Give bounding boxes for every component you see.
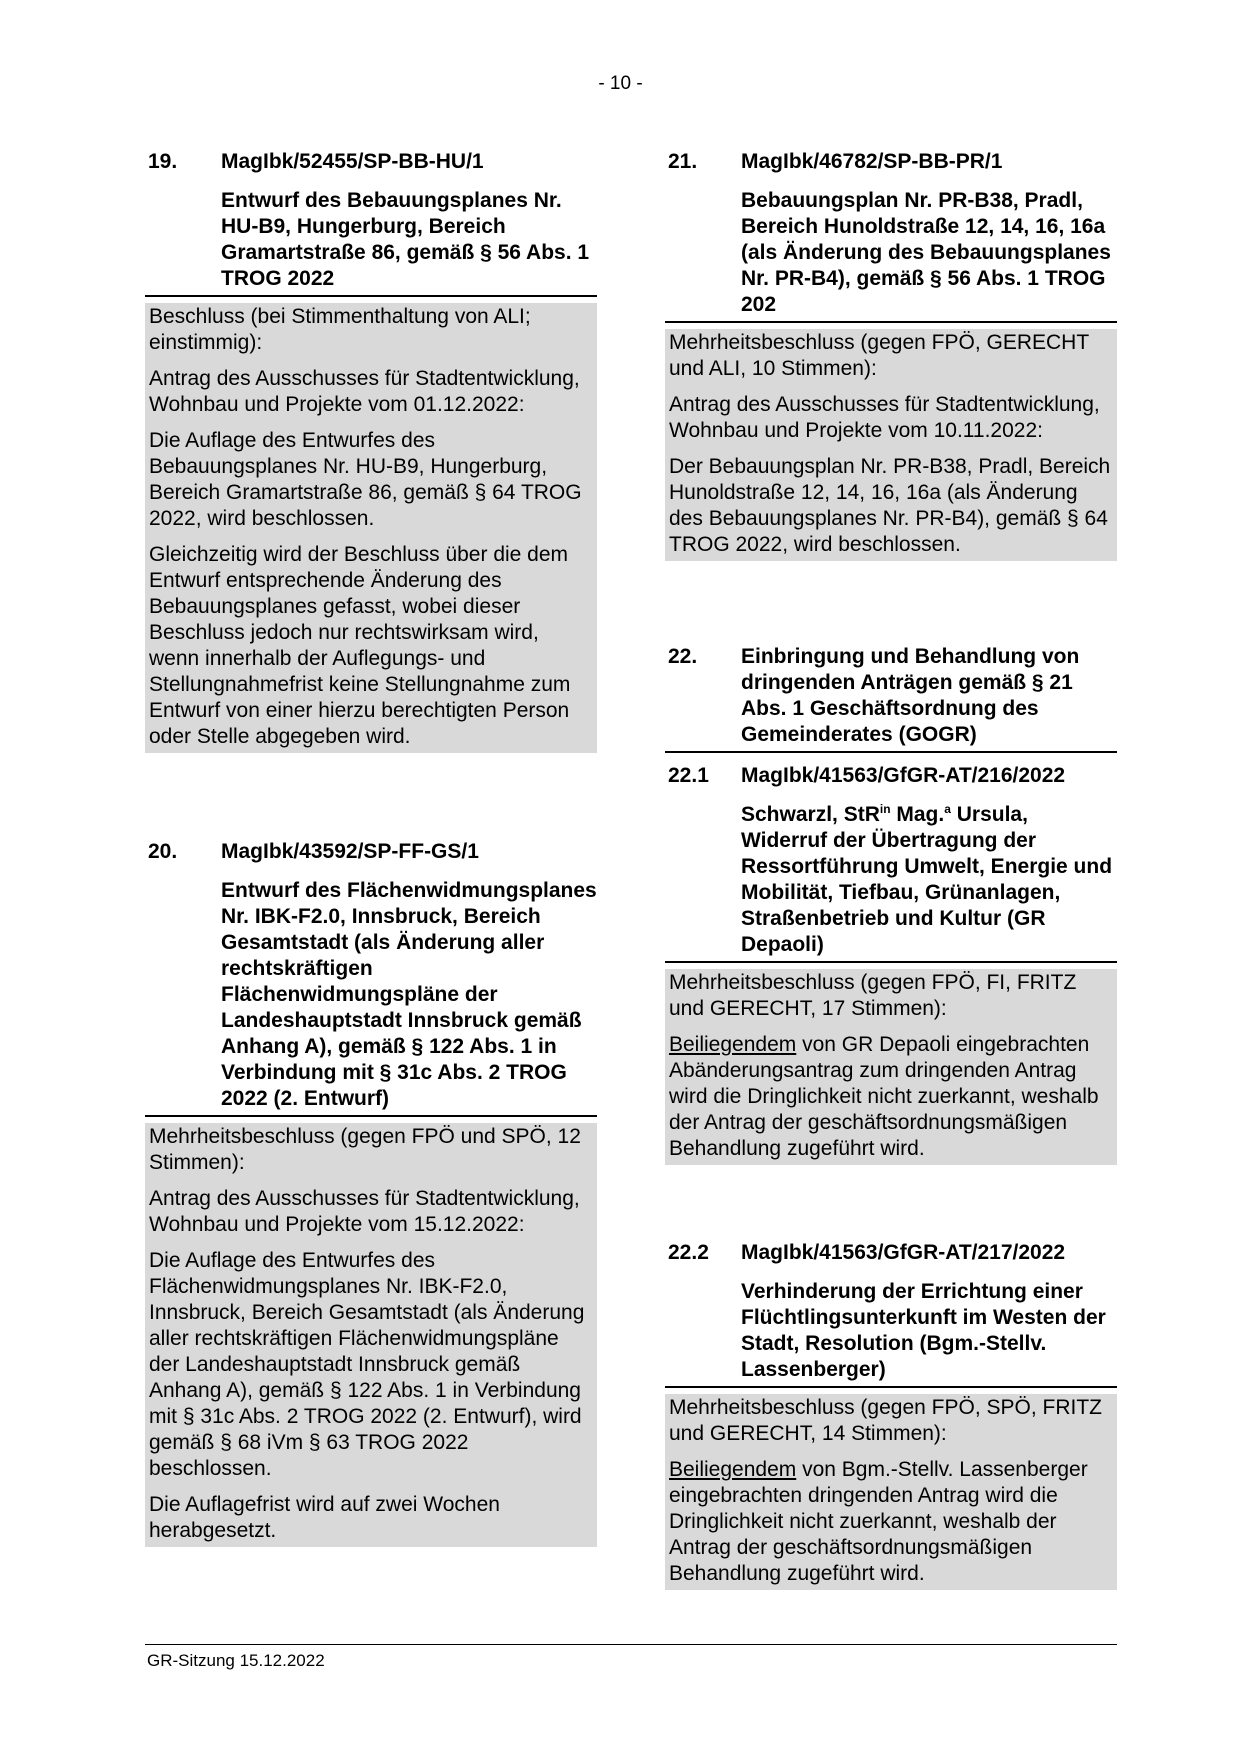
resolution-paragraph: Antrag des Ausschusses für Stadtentwicklung, Wohnbau und Projekte vom 01.12.2022: [149,367,580,416]
item-number: 22.2 [668,1241,709,1264]
resolution-paragraph: Beiliegendem von Bgm.-Stellv. Lassenberger eingebrachten dringenden Antrag wird die Dringlichkeit nicht zuerkannt, weshalb der Antrag der geschäftsordnungsmäßigen Behandlung zugeführt wird. [669,1458,1088,1585]
item-number: 21. [668,150,698,173]
item-title: Einbringung und Behandlung von dringenden Anträgen gemäß § 21 Abs. 1 Geschäftsordnung des Gemeinderates (GOGR) [741,645,1080,746]
item-number: 19. [148,150,178,173]
item-22 [665,644,1117,753]
item-reference: MagIbk/52455/SP-BB-HU/1 [221,150,484,173]
item-number: 22.1 [668,764,709,787]
resolution-box [665,969,1117,1165]
resolution-paragraph: Antrag des Ausschusses für Stadtentwicklung, Wohnbau und Projekte vom 15.12.2022: [149,1187,580,1236]
resolution-box [665,329,1117,561]
resolution-vote: Beschluss (bei Stimmenthaltung von ALI; einstimmig): [149,305,531,354]
item-reference: MagIbk/41563/GfGR-AT/217/2022 [741,1241,1066,1264]
item-reference: MagIbk/46782/SP-BB-PR/1 [741,150,1003,173]
item-19-heading [145,149,597,297]
item-22-1-heading [665,763,1117,963]
resolution-paragraph: Antrag des Ausschusses für Stadtentwicklung, Wohnbau und Projekte vom 10.11.2022: [669,393,1100,442]
item-19 [145,149,597,753]
resolution-vote: Mehrheitsbeschluss (gegen FPÖ und SPÖ, 12 Stimmen): [149,1125,581,1174]
item-title: Schwarzl, StR$^{in}$ Mag.$^a$ Ursula, Widerruf der Übertragung der Ressortführung Umwelt, Energie und Mobilität, Tiefbau, Grünanlagen, Straßenbetrieb und Kultur (GR Depaoli) [741,802,1113,956]
resolution-paragraph: Beiliegendem von GR Depaoli eingebrachten Abänderungsantrag zum dringenden Antrag wird die Dringlichkeit nicht zuerkannt, weshalb der Antrag der geschäftsordnungsmäßigen Behandlung zugeführt wird. [669,1033,1099,1160]
item-20-heading [145,839,597,1117]
item-title: Verhinderung der Errichtung einer Flüchtlingsunterkunft im Westen der Stadt, Resolution (Bgm.-Stellv. Lassenberger) [741,1280,1106,1381]
item-number: 20. [148,840,178,863]
resolution-paragraph: Die Auflage des Entwurfes des Bebauungsplanes Nr. HU-B9, Hungerburg, Bereich Gramartstraße 86, gemäß § 64 TROG 2022, wird beschlossen. [149,429,582,530]
item-22-2-heading [665,1240,1117,1388]
footer: GR-Sitzung 15.12.2022 [147,1651,325,1670]
resolution-paragraph: Der Bebauungsplan Nr. PR-B38, Pradl, Bereich Hunoldstraße 12, 14, 16, 16a (als Änderung des Bebauungsplanes Nr. PR-B4), gemäß § 64 TROG 2022, wird beschlossen. [669,455,1111,556]
resolution-vote: Mehrheitsbeschluss (gegen FPÖ, GERECHT und ALI, 10 Stimmen): [669,331,1089,380]
item-title: Bebauungsplan Nr. PR-B38, Pradl, Bereich Hunoldstraße 12, 14, 16, 16a (als Änderung des Bebauungsplanes Nr. PR-B4), gemäß § 56 Abs. 1 TROG 202 [741,189,1111,316]
resolution-paragraph: Die Auflage des Entwurfes des Flächenwidmungsplanes Nr. IBK-F2.0, Innsbruck, Bereich Gesamtstadt (als Änderung aller rechtskräftigen Flächenwidmungspläne der Landeshauptstadt Innsbruck gemäß Anhang A), gemäß § 122 Abs. 1 in Verbindung mit § 31c Abs. 2 TROG 2022 (2. Entwurf), wird gemäß § 68 iVm § 63 TROG 2022 beschlossen. [149,1249,585,1480]
resolution-box [665,1394,1117,1590]
item-reference: MagIbk/41563/GfGR-AT/216/2022 [741,764,1066,787]
resolution-vote: Mehrheitsbeschluss (gegen FPÖ, SPÖ, FRITZ und GERECHT, 14 Stimmen): [669,1396,1102,1445]
item-title: Entwurf des Flächenwidmungsplanes Nr. IBK-F2.0, Innsbruck, Bereich Gesamtstadt (als Änderung aller rechtskräftigen Flächenwidmungspläne der Landeshauptstadt Innsbruck gemäß Anhang A), gemäß § 122 Abs. 1 in Verbindung mit § 31c Abs. 2 TROG 2022 (2. Entwurf) [221,879,597,1110]
resolution-box [145,303,597,753]
item-title: Entwurf des Bebauungsplanes Nr. HU-B9, Hungerburg, Bereich Gramartstraße 86, gemäß § 56 Abs. 1 TROG 2022 [221,189,590,290]
resolution-paragraph: Die Auflagefrist wird auf zwei Wochen herabgesetzt. [149,1493,500,1542]
resolution-box [145,1123,597,1547]
item-21-heading [665,149,1117,323]
resolution-vote: Mehrheitsbeschluss (gegen FPÖ, FI, FRITZ und GERECHT, 17 Stimmen): [669,971,1077,1020]
underlined-word: Beiliegendem [669,1458,797,1481]
item-20 [145,839,597,1547]
item-21 [665,149,1117,561]
item-22-1 [665,763,1117,1165]
footer-divider [145,1644,1117,1645]
item-22-heading [665,644,1117,753]
page-number: - 10 - [598,73,643,94]
item-22-2 [665,1240,1117,1590]
item-number: 22. [668,645,698,668]
resolution-paragraph: Gleichzeitig wird der Beschluss über die dem Entwurf entsprechende Änderung des Bebauungsplanes gefasst, wobei dieser Beschluss jedoch nur rechtswirksam wird, wenn innerhalb der Auflegungs- und Stellungnahmefrist keine Stellungnahme zum Entwurf von einer hierzu berechtigten Person oder Stelle abgegeben wird. [149,543,571,748]
underlined-word: Beiliegendem [669,1033,797,1056]
item-reference: MagIbk/43592/SP-FF-GS/1 [221,840,479,863]
